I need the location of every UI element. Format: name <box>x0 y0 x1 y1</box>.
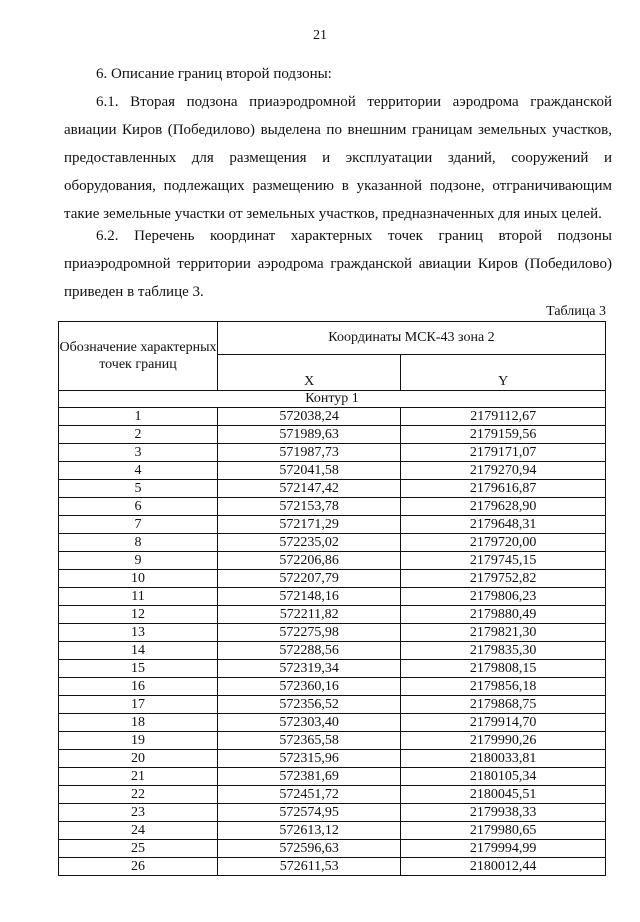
table-caption: Таблица 3 <box>546 304 606 319</box>
table-row <box>59 624 606 642</box>
table-row <box>59 804 606 822</box>
x-coordinate-cell: 572315,96 <box>218 750 401 768</box>
y-coordinate-cell: 2179112,67 <box>401 408 606 426</box>
y-coordinate-cell: 2179745,15 <box>401 552 606 570</box>
x-coordinate-cell: 572211,82 <box>218 606 401 624</box>
point-number-cell: 11 <box>59 588 218 606</box>
column-group-header: Координаты МСК-43 зона 2 <box>218 322 606 355</box>
table-row <box>59 588 606 606</box>
paragraph-6-1 <box>64 88 612 228</box>
y-coordinate-cell: 2179628,90 <box>401 498 606 516</box>
x-coordinate-cell: 572171,29 <box>218 516 401 534</box>
point-number-cell: 26 <box>59 858 218 876</box>
x-coordinate-cell: 572596,63 <box>218 840 401 858</box>
point-number-cell: 12 <box>59 606 218 624</box>
point-number-cell: 9 <box>59 552 218 570</box>
column-header-x: X <box>218 355 401 391</box>
x-coordinate-cell: 572451,72 <box>218 786 401 804</box>
paragraph-line: предоставленных для размещения и эксплуатации зданий, сооружений и <box>64 150 612 166</box>
point-number-cell: 8 <box>59 534 218 552</box>
point-number-cell: 24 <box>59 822 218 840</box>
y-coordinate-cell: 2179270,94 <box>401 462 606 480</box>
table-row <box>59 858 606 876</box>
point-number-cell: 4 <box>59 462 218 480</box>
table-row <box>59 822 606 840</box>
contour-label: Контур 1 <box>59 391 606 408</box>
point-number-cell: 15 <box>59 660 218 678</box>
x-coordinate-cell: 572303,40 <box>218 714 401 732</box>
x-coordinate-cell: 572207,79 <box>218 570 401 588</box>
x-coordinate-cell: 572574,95 <box>218 804 401 822</box>
y-coordinate-cell: 2180105,34 <box>401 768 606 786</box>
table-row <box>59 642 606 660</box>
y-coordinate-cell: 2179938,33 <box>401 804 606 822</box>
point-number-cell: 22 <box>59 786 218 804</box>
point-number-cell: 18 <box>59 714 218 732</box>
y-coordinate-cell: 2179880,49 <box>401 606 606 624</box>
table-row <box>59 498 606 516</box>
point-number-cell: 14 <box>59 642 218 660</box>
y-coordinate-cell: 2180045,51 <box>401 786 606 804</box>
x-coordinate-cell: 572038,24 <box>218 408 401 426</box>
y-coordinate-cell: 2180033,81 <box>401 750 606 768</box>
x-coordinate-cell: 572381,69 <box>218 768 401 786</box>
paragraph-6-2 <box>64 222 612 306</box>
x-coordinate-cell: 572613,12 <box>218 822 401 840</box>
point-number-cell: 16 <box>59 678 218 696</box>
table-row <box>59 534 606 552</box>
point-number-cell: 5 <box>59 480 218 498</box>
y-coordinate-cell: 2179648,31 <box>401 516 606 534</box>
y-coordinate-cell: 2179994,99 <box>401 840 606 858</box>
section-heading: 6. Описание границ второй подзоны: <box>96 66 332 82</box>
table-row <box>59 678 606 696</box>
table-row <box>59 840 606 858</box>
y-coordinate-cell: 2179980,65 <box>401 822 606 840</box>
y-coordinate-cell: 2179856,18 <box>401 678 606 696</box>
table-row <box>59 516 606 534</box>
point-number-cell: 7 <box>59 516 218 534</box>
table-row <box>59 732 606 750</box>
page-number: 21 <box>313 28 327 43</box>
table-row <box>59 786 606 804</box>
point-number-cell: 19 <box>59 732 218 750</box>
column-header-y: Y <box>401 355 606 391</box>
x-coordinate-cell: 572275,98 <box>218 624 401 642</box>
x-coordinate-cell: 572041,58 <box>218 462 401 480</box>
point-number-cell: 21 <box>59 768 218 786</box>
x-coordinate-cell: 572611,53 <box>218 858 401 876</box>
table-row <box>59 444 606 462</box>
table-row <box>59 462 606 480</box>
table-row <box>59 426 606 444</box>
point-number-cell: 10 <box>59 570 218 588</box>
table-row <box>59 480 606 498</box>
table-row <box>59 768 606 786</box>
x-coordinate-cell: 572356,52 <box>218 696 401 714</box>
paragraph-line: такие земельные участки от земельных участков, предназначенных для иных целей. <box>64 206 602 222</box>
table-row <box>59 570 606 588</box>
y-coordinate-cell: 2179821,30 <box>401 624 606 642</box>
point-number-cell: 2 <box>59 426 218 444</box>
coordinates-table <box>58 321 606 876</box>
y-coordinate-cell: 2179171,07 <box>401 444 606 462</box>
x-coordinate-cell: 571989,63 <box>218 426 401 444</box>
paragraph-line: приаэродромной территории аэродрома гражданской авиации Киров (Победилово) <box>64 256 612 272</box>
y-coordinate-cell: 2179752,82 <box>401 570 606 588</box>
x-coordinate-cell: 572288,56 <box>218 642 401 660</box>
paragraph-line: оборудования, подлежащих размещению в указанной подзоне, отграничивающим <box>64 178 612 194</box>
y-coordinate-cell: 2179616,87 <box>401 480 606 498</box>
y-coordinate-cell: 2180012,44 <box>401 858 606 876</box>
table-row <box>59 750 606 768</box>
table-row <box>59 408 606 426</box>
paragraph-line: 6.1. Вторая подзона приаэродромной территории аэродрома гражданской <box>96 94 612 110</box>
point-number-cell: 20 <box>59 750 218 768</box>
point-number-cell: 25 <box>59 840 218 858</box>
point-number-cell: 13 <box>59 624 218 642</box>
y-coordinate-cell: 2179868,75 <box>401 696 606 714</box>
x-coordinate-cell: 572147,42 <box>218 480 401 498</box>
point-number-cell: 17 <box>59 696 218 714</box>
column-header-point: Обозначение характерных точек границ <box>59 322 218 391</box>
y-coordinate-cell: 2179159,56 <box>401 426 606 444</box>
y-coordinate-cell: 2179808,15 <box>401 660 606 678</box>
table-row <box>59 696 606 714</box>
paragraph-line: 6.2. Перечень координат характерных точек границ второй подзоны <box>96 228 612 244</box>
x-coordinate-cell: 572153,78 <box>218 498 401 516</box>
point-number-cell: 23 <box>59 804 218 822</box>
x-coordinate-cell: 571987,73 <box>218 444 401 462</box>
y-coordinate-cell: 2179806,23 <box>401 588 606 606</box>
y-coordinate-cell: 2179835,30 <box>401 642 606 660</box>
y-coordinate-cell: 2179990,26 <box>401 732 606 750</box>
paragraph-line: приведен в таблице 3. <box>64 284 204 300</box>
x-coordinate-cell: 572206,86 <box>218 552 401 570</box>
x-coordinate-cell: 572148,16 <box>218 588 401 606</box>
table-row <box>59 714 606 732</box>
y-coordinate-cell: 2179914,70 <box>401 714 606 732</box>
x-coordinate-cell: 572365,58 <box>218 732 401 750</box>
x-coordinate-cell: 572360,16 <box>218 678 401 696</box>
table-row <box>59 606 606 624</box>
table-row <box>59 552 606 570</box>
point-number-cell: 1 <box>59 408 218 426</box>
point-number-cell: 3 <box>59 444 218 462</box>
point-number-cell: 6 <box>59 498 218 516</box>
x-coordinate-cell: 572319,34 <box>218 660 401 678</box>
table-row <box>59 660 606 678</box>
y-coordinate-cell: 2179720,00 <box>401 534 606 552</box>
paragraph-line: авиации Киров (Победилово) выделена по внешним границам земельных участков, <box>64 122 612 138</box>
x-coordinate-cell: 572235,02 <box>218 534 401 552</box>
